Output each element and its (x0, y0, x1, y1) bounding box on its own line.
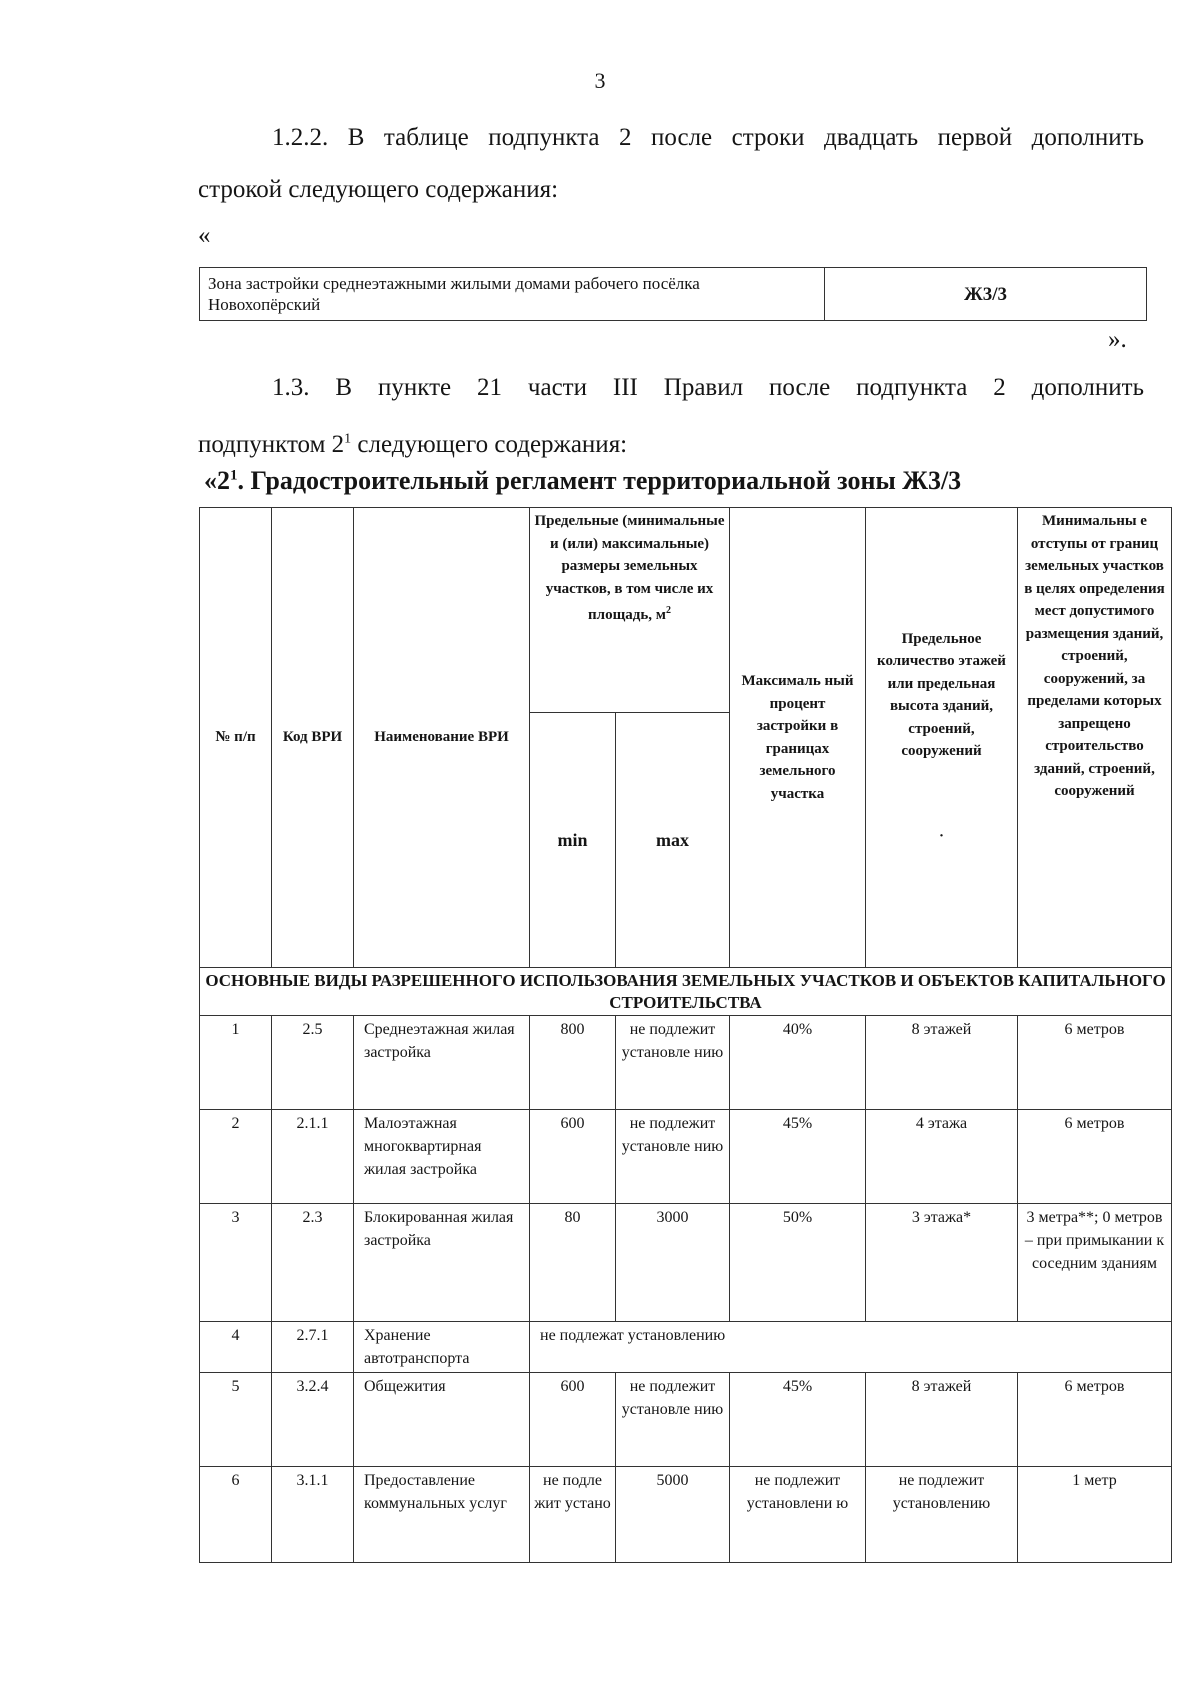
header-sizes-unit-superscript: 2 (665, 605, 671, 616)
row-floors: не подлежит установлению (866, 1467, 1018, 1563)
row-setback: 3 метра**; 0 метров – при примыкании к соседним зданиям (1018, 1204, 1172, 1322)
row-min: не подле жит устано (530, 1467, 616, 1563)
section-title: ОСНОВНЫЕ ВИДЫ РАЗРЕШЕННОГО ИСПОЛЬЗОВАНИЯ ЗЕМЕЛЬНЫХ УЧАСТКОВ И ОБЪЕКТОВ КАПИТАЛЬНОГО СТРОИТЕЛЬСТВА (200, 968, 1172, 1016)
row-name: Блокированная жилая застройка (354, 1204, 530, 1322)
row-num: 6 (200, 1467, 272, 1563)
header-setbacks: Минимальны е отступы от границ земельных участков в целях определения мест допустимого размещения зданий, строений, сооружений, за пределами которых запрещено строительство зданий, строений, сооружений (1018, 508, 1172, 968)
reglament-title-superscript: 1 (230, 467, 238, 484)
row-setback: 6 метров (1018, 1110, 1172, 1204)
row-name: Предоставление коммунальных услуг (354, 1467, 530, 1563)
opening-quote: « (198, 222, 211, 249)
reglament-title-prefix: «2 (204, 466, 230, 495)
paragraph-1-2-2-line2: строкой следующего содержания: (198, 176, 559, 203)
closing-quote: ». (1108, 326, 1127, 353)
row-max: не подлежит установле нию (616, 1373, 730, 1467)
header-sizes (530, 508, 730, 713)
row-min: 600 (530, 1373, 616, 1467)
page-number: 3 (594, 68, 606, 93)
row-merged-value: не подлежат установлению (530, 1322, 1172, 1373)
header-row-1 (200, 508, 1172, 713)
row-num: 4 (200, 1322, 272, 1373)
row-floors: 4 этажа (866, 1110, 1018, 1204)
row-percent: 50% (730, 1204, 866, 1322)
header-name: Наименование ВРИ (354, 508, 530, 968)
paragraph-1-3-line2-start: подпунктом 2 (198, 431, 345, 459)
paragraph-1-3-superscript: 1 (344, 432, 352, 447)
row-code: 2.1.1 (272, 1110, 354, 1204)
row-setback: 1 метр (1018, 1467, 1172, 1563)
row-max: 5000 (616, 1467, 730, 1563)
header-min: min (530, 713, 616, 968)
row-max: не подлежит установле нию (616, 1110, 730, 1204)
row-num: 5 (200, 1373, 272, 1467)
row-floors: 3 этажа* (866, 1204, 1018, 1322)
row-code: 2.3 (272, 1204, 354, 1322)
zone-name-cell: Зона застройки среднеэтажными жилыми домами рабочего посёлка Новохопёрский (200, 268, 825, 321)
row-code: 3.2.4 (272, 1373, 354, 1467)
row-min: 600 (530, 1110, 616, 1204)
reglament-title (204, 466, 961, 496)
header-floors (866, 508, 1018, 968)
table-row (200, 1110, 1172, 1204)
row-num: 3 (200, 1204, 272, 1322)
zone-code-cell: Ж3/3 (825, 268, 1147, 321)
row-floors: 8 этажей (866, 1373, 1018, 1467)
paragraph-1-3 (198, 362, 1144, 471)
header-percent: Максималь ный процент застройки в границах земельного участка (730, 508, 866, 968)
row-percent: не подлежит установлени ю (730, 1467, 866, 1563)
header-sizes-text: Предельные (минимальные и (или) максимальные) размеры земельных участков, в том числе их площадь, м (534, 513, 725, 623)
row-min: 80 (530, 1204, 616, 1322)
row-code: 2.5 (272, 1016, 354, 1110)
row-name: Среднеэтажная жилая застройка (354, 1016, 530, 1110)
section-row (200, 968, 1172, 1016)
header-max: max (616, 713, 730, 968)
zone-row (200, 268, 1147, 321)
row-setback: 6 метров (1018, 1373, 1172, 1467)
header-code: Код ВРИ (272, 508, 354, 968)
header-floors-mark: · (938, 827, 944, 844)
paragraph-1-2-2 (198, 112, 1144, 216)
paragraph-1-3-line2-end: следующего содержания: (351, 431, 628, 459)
row-num: 2 (200, 1110, 272, 1204)
row-name: Малоэтажная многоквартирная жилая застройка (354, 1110, 530, 1204)
table-row (200, 1322, 1172, 1373)
row-percent: 45% (730, 1373, 866, 1467)
row-code: 2.7.1 (272, 1322, 354, 1373)
table-row (200, 1204, 1172, 1322)
row-percent: 45% (730, 1110, 866, 1204)
row-min: 800 (530, 1016, 616, 1110)
row-max: 3000 (616, 1204, 730, 1322)
table-row (200, 1016, 1172, 1110)
header-num: № п/п (200, 508, 272, 968)
row-name: Общежития (354, 1373, 530, 1467)
row-num: 1 (200, 1016, 272, 1110)
reglament-table (199, 507, 1172, 1563)
row-code: 3.1.1 (272, 1467, 354, 1563)
row-setback: 6 метров (1018, 1016, 1172, 1110)
paragraph-1-2-2-line1: 1.2.2. В таблице подпункта 2 после строки двадцать первой дополнить (272, 124, 1144, 151)
row-name: Хранение автотранспорта (354, 1322, 530, 1373)
table-row (200, 1467, 1172, 1563)
table-row (200, 1373, 1172, 1467)
zone-table (199, 267, 1147, 321)
paragraph-1-3-line2 (198, 431, 627, 458)
row-percent: 40% (730, 1016, 866, 1110)
row-floors: 8 этажей (866, 1016, 1018, 1110)
header-floors-text: Предельное количество этажей или предельная высота зданий, строений, сооружений (877, 630, 1006, 760)
paragraph-1-3-line1: 1.3. В пункте 21 части III Правил после подпункта 2 дополнить (272, 374, 1144, 401)
row-max: не подлежит установле нию (616, 1016, 730, 1110)
reglament-title-text: . Градостроительный регламент территориальной зоны Ж3/3 (237, 466, 962, 495)
